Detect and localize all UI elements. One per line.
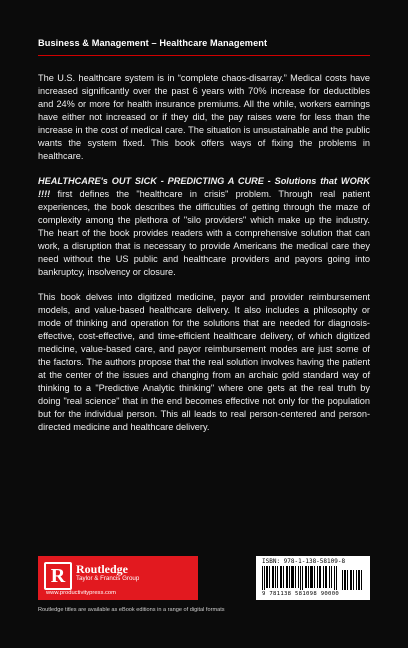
barcode-icon xyxy=(262,566,364,590)
barcode-addon: 90000 xyxy=(320,591,340,597)
back-cover-blurb xyxy=(38,72,370,446)
publisher-logo-box xyxy=(38,556,198,600)
paragraph-2 xyxy=(38,175,370,279)
paragraph-3: This book delves into digitized medicine, payor and provider reimbursement models, and value-based healthcare delivery. It also includes a philosophy or mode of thinking and operation for the solutions that are needed for diagnosis-effective, cost-effective, and time-efficient healthcare delivery, of which digitized medicine, value-based care, and payor reimbursement modes are just some of the factors. The authors propose that the real solution involves having the patient at the center of the issues and changing from an archaic gold standard way of thinking to a "Predictive Analytic thinking" where one gets at the real truth by doing "real science" that in the end becomes effective not only for the population but for the individual person. This all leads to real person-centered and person-directed medicine and healthcare delivery. xyxy=(38,292,370,432)
publisher-name: Routledge xyxy=(76,562,128,576)
paragraph-2-text: first defines the "healthcare in crisis" problem. Through real patient experiences, the book describes the difficulties of getting through the maze of complexity among the plethora of "silo providers" which make up the industry. The heart of the book provides readers with a comprehensive solution that can work, a disruption that is necessary to provide Americans the medical care they need without the US public and healthcare providers and payors going into bankruptcy, insolvency or closure. xyxy=(38,189,370,277)
subject-category: Business & Management – Healthcare Management xyxy=(38,38,268,48)
isbn-label: ISBN: 978-1-138-58109-8 xyxy=(262,558,346,565)
isbn-barcode xyxy=(256,556,370,600)
ebook-availability-note: Routledge titles are available as eBook editions in a range of digital formats xyxy=(38,607,225,613)
paragraph-1: The U.S. healthcare system is in “complete chaos-disarray.” Medical costs have increased significantly over the past 6 years with 70% increase for deductibles and 24% or more for health insurance premiums. All the while, workers earnings have either not increased or if they did, the pay raises were for less than the increase in the cost of medical care. The situation is unsustainable and the public wants the system fixed. This book offers ways of fixing the problems in healthcare. xyxy=(38,73,370,161)
publisher-group: Taylor & Francis Group xyxy=(76,575,140,582)
book-title: HEALTHCARE's OUT SICK - PREDICTING A CURE - Solutions that WORK !!!! xyxy=(38,176,370,199)
barcode-digits: 9 781138 581098 90000 xyxy=(262,591,340,597)
publisher-url: www.productivitypress.com xyxy=(46,590,116,596)
header-divider xyxy=(38,55,370,56)
routledge-logo-icon: R xyxy=(44,562,72,590)
footer-bar xyxy=(38,556,370,600)
